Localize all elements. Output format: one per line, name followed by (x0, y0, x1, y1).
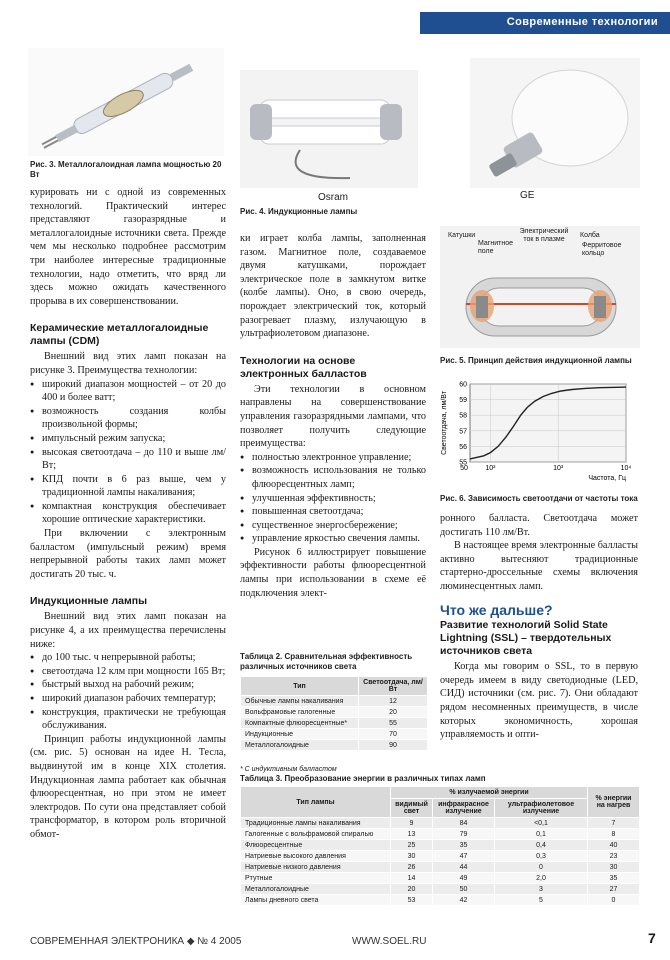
ssl-heading: Развитие технологий Solid State Lightning (SSL) – твердотельных источников света (440, 619, 612, 658)
table-row (241, 884, 640, 895)
y-tick-label: 58 (459, 412, 467, 420)
metal-halide-lamp-illustration (28, 48, 224, 156)
diagram-label-coils: Катушки (448, 232, 476, 239)
ge-induction-lamp-photo (470, 58, 640, 188)
section-title: Современные технологии (506, 16, 658, 28)
table-cell-type: Лампы дневного света (241, 895, 391, 906)
table-cell-value: 49 (433, 873, 495, 884)
table-cell-value: 26 (391, 862, 433, 873)
col1-paragraph-3: При включении с электронным балластом (импульсный режим) время непрерывной работы таких ламп может достигать 20 тыс. ч. (30, 528, 226, 580)
table-cell-value: 90 (359, 740, 428, 751)
diagram-label-bulb: Колба (580, 232, 600, 239)
table-cell-type: Традиционные лампы накаливания (241, 818, 391, 829)
table-row (241, 873, 640, 884)
table-3 (240, 786, 640, 906)
table-cell-value: 40 (588, 840, 640, 851)
list-item: ● КПД почти в 6 раз выше, чем у традиционной лампы накаливания; (30, 473, 226, 500)
table-cell-value: 53 (391, 895, 433, 906)
cdm-heading: Керамические металлогалоидные лампы (CDM) (30, 322, 209, 348)
col3-paragraph-2: В настоящее время электронные балласты активно вытесняют традиционные стартерно-дроссельные схемы включения люминесцентных ламп. (440, 540, 638, 592)
y-tick-label: 55 (459, 459, 467, 467)
section-header-bar (420, 12, 670, 34)
col1-paragraph-1: курировать ни с одной из современных технологий. Практический интерес представляют газоразрядные и металлогалоидные источники света. Прежде чем мы несколько подробнее рассмотрим три наиболее интересные традиционные технологии, надо отметить, что вряд ли здесь можно ожидать качественного прорыва в их совершенствовании. (30, 187, 226, 307)
list-item: ● возможность создания колбы произвольной формы; (30, 405, 226, 432)
table3-header-heat: % энергии на нагрев (588, 787, 640, 818)
efficiency-vs-frequency-chart (436, 376, 640, 486)
table-cell-value: 5 (495, 895, 588, 906)
table-row (241, 696, 428, 707)
table-2-note: * С индуктивным балластом (240, 766, 337, 773)
column-2 (240, 232, 426, 600)
table-cell-type: Натриевые высокого давления (241, 851, 391, 862)
table-cell-value: 47 (433, 851, 495, 862)
table-row (241, 862, 640, 873)
table-cell-type: Вольфрамовые галогенные (241, 707, 359, 718)
cdm-advantages-list (30, 378, 226, 528)
induction-advantages-list (30, 651, 226, 733)
table-row (241, 840, 640, 851)
col3-paragraph-1: ронного балласта. Светоотдача может достигать 110 лм/Вт. (440, 513, 638, 538)
figure-4-caption: Рис. 4. Индукционные лампы (240, 207, 358, 216)
list-item: ● широкий диапазон рабочих температур; (30, 692, 226, 706)
table-cell-value: 2,0 (495, 873, 588, 884)
y-tick-label: 56 (459, 443, 467, 451)
osram-induction-lamp-photo (240, 70, 418, 188)
table-row (241, 851, 640, 862)
table-cell-value: 12 (359, 696, 428, 707)
metal-halide-lamp-photo (28, 48, 224, 156)
y-axis-label: Светоотдача, лм/Вт (441, 391, 448, 455)
table-cell-value: 84 (433, 818, 495, 829)
list-item: ● до 100 тыс. ч непрерывной работы; (30, 651, 226, 665)
x-tick-label: 10⁴ (620, 465, 632, 472)
site-footer: WWW.SOEL.RU (352, 936, 427, 947)
col1-paragraph-2: Внешний вид этих ламп показан на рисунке 3. Преимущества технологии: (30, 351, 226, 376)
list-item: ● существенное энергосбережение; (240, 519, 426, 533)
table-cell-type: Компактные флюоресцентные* (241, 718, 359, 729)
table-cell-value: 30 (391, 851, 433, 862)
x-tick-label: 10² (485, 465, 496, 472)
electronic-ballast-heading: Технологии на основе электронных балластов (240, 354, 367, 380)
osram-lamp-illustration (240, 70, 418, 188)
x-tick-label: 10³ (553, 465, 564, 472)
table-cell-value: 13 (391, 829, 433, 840)
table-cell-value: 7 (588, 818, 640, 829)
col2-paragraph-1: ки играет колба лампы, заполненная газом. Магнитное поле, создаваемое двумя катушками, порождает электрическое поле в замкнутом витке (колбе лампы). Оно, в свою очередь, порождает электрический ток, который разогревает плазму, излучающую в ультрафиолетовом диапазоне. (240, 233, 426, 340)
ge-lamp-illustration (470, 58, 640, 188)
table-cell-value: 25 (391, 840, 433, 851)
table-cell-value: 35 (433, 840, 495, 851)
table3-header-type: Тип лампы (241, 787, 391, 818)
page-number: 7 (648, 930, 656, 946)
figure-5-caption: Рис. 5. Принцип действия индукционной лампы (440, 356, 632, 365)
osram-label: Osram (318, 192, 348, 203)
y-tick-label: 59 (459, 397, 467, 405)
whats-next-heading: Что же дальше? (440, 601, 553, 618)
x-origin-label: 50 (460, 465, 468, 472)
table-cell-value: 55 (359, 718, 428, 729)
col2-paragraph-2: Эти технологии в основном направлены на совершенствование управления газоразрядными лампами, что позволяет получить следующие преимущества: (240, 383, 426, 450)
table3-header-visible: видимый свет (391, 799, 433, 818)
table-cell-value: 79 (433, 829, 495, 840)
list-item: ● конструкция, практически не требующая обслуживания. (30, 706, 226, 733)
table-row (241, 740, 428, 751)
table-cell-value: 9 (391, 818, 433, 829)
table-row (241, 718, 428, 729)
table-cell-type: Натриевые низкого давления (241, 862, 391, 873)
table-cell-value: 14 (391, 873, 433, 884)
table-cell-value: 70 (359, 729, 428, 740)
table-3-caption: Таблица 3. Преобразование энергии в различных типах ламп (240, 774, 486, 783)
list-item: ● полностью электронное управление; (240, 451, 426, 465)
table-cell-type: Ртутные (241, 873, 391, 884)
table-cell-value: 44 (433, 862, 495, 873)
diagram-label-plasma-current: Электрический ток в плазме (519, 228, 569, 243)
table-cell-value: <0,1 (495, 818, 588, 829)
table-cell-value: 0,4 (495, 840, 588, 851)
induction-heading: Индукционные лампы (30, 595, 148, 608)
diagram-label-magnetic-field: Магнитное поле (478, 240, 513, 255)
table-cell-value: 50 (433, 884, 495, 895)
figure-6-chart (436, 376, 640, 486)
table-cell-value: 0,1 (495, 829, 588, 840)
figure-5-diagram (440, 226, 640, 348)
table-cell-value: 42 (433, 895, 495, 906)
table-row (241, 707, 428, 718)
y-tick-label: 57 (459, 428, 467, 436)
figure-3-caption: Рис. 3. Металлогалоидная лампа мощностью 20 Вт (30, 160, 222, 179)
list-item: ● быстрый выход на рабочий режим; (30, 678, 226, 692)
table-cell-type: Флюоресцентные (241, 840, 391, 851)
table-2-caption: Таблица 2. Сравнительная эффективность различных источников света (240, 652, 413, 671)
table-cell-value: 20 (359, 707, 428, 718)
table3-header-uv: ультрафиолетовое излучение (495, 799, 588, 818)
table-cell-value: 0 (495, 862, 588, 873)
table-row (241, 895, 640, 906)
table-cell-type: Обычные лампы накаливания (241, 696, 359, 707)
list-item: ● повышенная светоотдача; (240, 505, 426, 519)
table-cell-type: Индукционные (241, 729, 359, 740)
table-cell-value: 23 (588, 851, 640, 862)
table2-header-type: Тип (241, 677, 359, 696)
y-tick-label: 60 (459, 381, 467, 389)
col2-paragraph-3: Рисунок 6 иллюстрирует повышение эффективности работы флюоресцентной лампы при использовании в схеме её подключения элект- (240, 546, 426, 599)
table-cell-type: Галогенные с вольфрамовой спиралью (241, 829, 391, 840)
table-cell-value: 30 (588, 862, 640, 873)
journal-footer: СОВРЕМЕННАЯ ЭЛЕКТРОНИКА ◆ № 4 2005 (30, 936, 242, 947)
table3-header-ir: инфракрасное излучение (433, 799, 495, 818)
table-cell-value: 27 (588, 884, 640, 895)
x-axis-label: Частота, Гц (588, 475, 626, 482)
table-2 (240, 676, 428, 751)
figure-6-caption: Рис. 6. Зависимость светоотдачи от частоты тока (440, 494, 638, 503)
list-item: ● компактная конструкция обеспечивает хорошие оптические характеристики. (30, 500, 226, 527)
table-cell-value: 20 (391, 884, 433, 895)
table-cell-value: 0,3 (495, 851, 588, 862)
col1-paragraph-5: Принцип работы индукционной лампы (см. рис. 5) основан на идее Н. Тесла, выдвинутой им в конце XIX столетия. Индукционная лампа работает как обычная флюоресцентная, но при этом не имеет электродов. По сути она представляет собой трансформатор, в котором роль вторичной обмот- (30, 733, 226, 840)
col1-paragraph-4: Внешний вид этих ламп показан на рисунке 4, а их преимущества перечислены ниже: (30, 611, 226, 650)
column-3 (440, 512, 638, 742)
table-cell-value: 3 (495, 884, 588, 895)
ge-label: GE (520, 190, 535, 201)
list-item: ● возможность использования не только флюоресцентных ламп; (240, 464, 426, 491)
list-item: ● высокая светоотдача – до 110 и выше лм/Вт; (30, 446, 226, 473)
list-item: ● импульсный режим запуска; (30, 432, 226, 446)
col3-paragraph-3: Когда мы говорим о SSL, то в первую очередь имеем в виду светодиодные (LED, СИД) источники (см. рис. 7). Они обладают рядом несомненных преимуществ, в числе которых экономичность, хорошая управляемость и опти- (440, 661, 638, 741)
table-cell-value: 8 (588, 829, 640, 840)
table2-header-efficacy: Светоотдача, лм/Вт (359, 677, 428, 696)
table-row (241, 829, 640, 840)
table-cell-type: Металлогалоидные (241, 884, 391, 895)
table-row (241, 729, 428, 740)
table-cell-value: 35 (588, 873, 640, 884)
list-item: ● светоотдача 12 клм при мощности 165 Вт; (30, 665, 226, 679)
column-1 (30, 186, 226, 842)
table3-header-group: % излучаемой энергии (391, 787, 588, 799)
table-cell-value: 0 (588, 895, 640, 906)
diagram-label-ferrite-ring: Ферритовое кольцо (582, 242, 622, 257)
list-item: ● улучшенная эффективность; (240, 492, 426, 506)
list-item: ● управление яркостью свечения лампы. (240, 532, 426, 546)
table-cell-type: Металлогалоидные (241, 740, 359, 751)
list-item: ● широкий диапазон мощностей – от 20 до 400 и более ватт; (30, 378, 226, 405)
table-row (241, 818, 640, 829)
ballast-advantages-list (240, 451, 426, 546)
